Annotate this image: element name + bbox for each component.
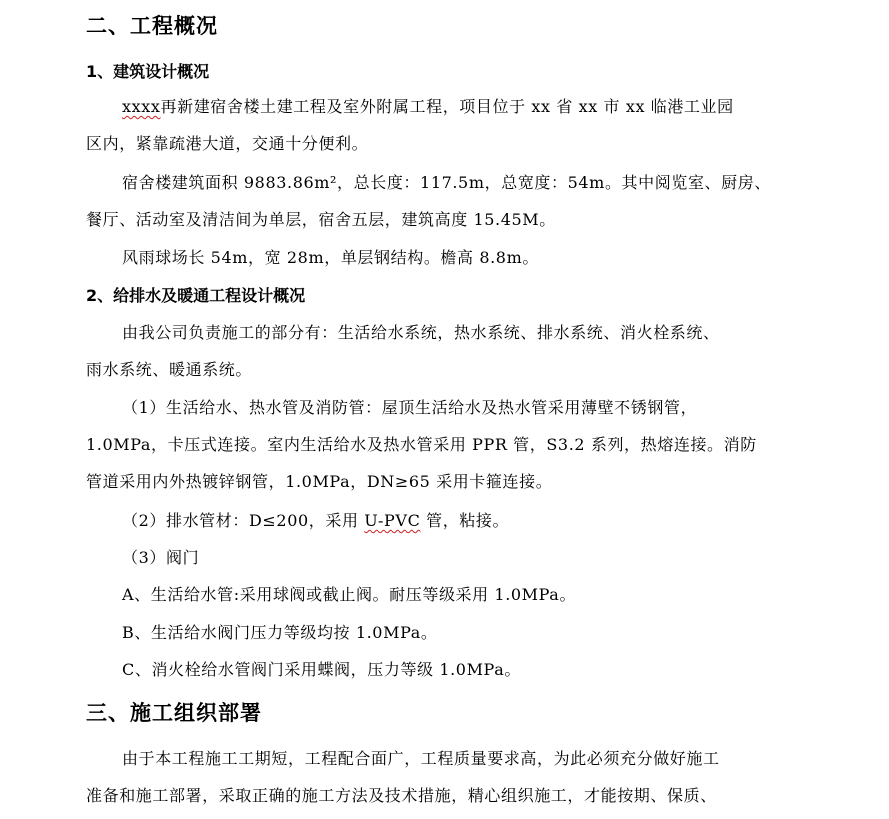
paragraph-line: （1）生活给水、热水管及消防管：屋顶生活给水及热水管采用薄壁不锈钢管， bbox=[122, 398, 698, 417]
paragraph-line: C、消火栓给水管阀门采用蝶阀，压力等级 1.0MPa。 bbox=[122, 660, 521, 679]
subsection-title-architecture: 1、建筑设计概况 bbox=[86, 62, 210, 81]
spellcheck-flagged-word: xxxx bbox=[122, 97, 161, 116]
paragraph-line: 宿舍楼建筑面积 9883.86m²，总长度：117.5m，总宽度：54m。其中阅览室、厨房、 bbox=[122, 173, 771, 192]
paragraph-text: 管，粘接。 bbox=[420, 511, 510, 530]
subsection-title-plumbing-hvac: 2、给排水及暖通工程设计概况 bbox=[86, 286, 306, 305]
paragraph-line: 雨水系统、暖通系统。 bbox=[86, 360, 253, 379]
paragraph-text: 再新建宿舍楼土建工程及室外附属工程，项目位于 xx 省 xx 市 xx 临港工业园 bbox=[160, 97, 734, 116]
paragraph-line bbox=[122, 94, 734, 117]
paragraph-line: 管道采用内外热镀锌钢管，1.0MPa，DN≥65 采用卡箍连接。 bbox=[86, 472, 553, 491]
paragraph-line: 风雨球场长 54m，宽 28m，单层钢结构。檐高 8.8m。 bbox=[122, 248, 539, 267]
section-title-deployment: 三、施工组织部署 bbox=[86, 701, 262, 725]
paragraph-text: （2）排水管材：D≤200，采用 bbox=[122, 511, 365, 530]
paragraph-line: 由于本工程施工工期短，工程配合面广，工程质量要求高，为此必须充分做好施工 bbox=[122, 749, 720, 768]
paragraph-line: （3）阀门 bbox=[122, 548, 200, 567]
paragraph-line: 餐厅、活动室及清洁间为单层，宿舍五层，建筑高度 15.45M。 bbox=[86, 210, 556, 229]
paragraph-line bbox=[122, 508, 509, 531]
paragraph-line: B、生活给水阀门压力等级均按 1.0MPa。 bbox=[122, 623, 438, 642]
paragraph-line: 由我公司负责施工的部分有：生活给水系统，热水系统、排水系统、消火栓系统、 bbox=[122, 323, 720, 342]
paragraph-line: 准备和施工部署，采取正确的施工方法及技术措施，精心组织施工，才能按期、保质、 bbox=[86, 786, 717, 805]
spellcheck-flagged-word: U-PVC bbox=[364, 511, 421, 530]
paragraph-line: 1.0MPa，卡压式连接。室内生活给水及热水管采用 PPR 管，S3.2 系列，热熔连接。消防 bbox=[86, 435, 757, 454]
paragraph-line: A、生活给水管:采用球阀或截止阀。耐压等级采用 1.0MPa。 bbox=[122, 585, 577, 604]
section-title-overview: 二、工程概况 bbox=[86, 14, 218, 38]
paragraph-line: 区内，紧靠疏港大道，交通十分便利。 bbox=[86, 134, 369, 153]
